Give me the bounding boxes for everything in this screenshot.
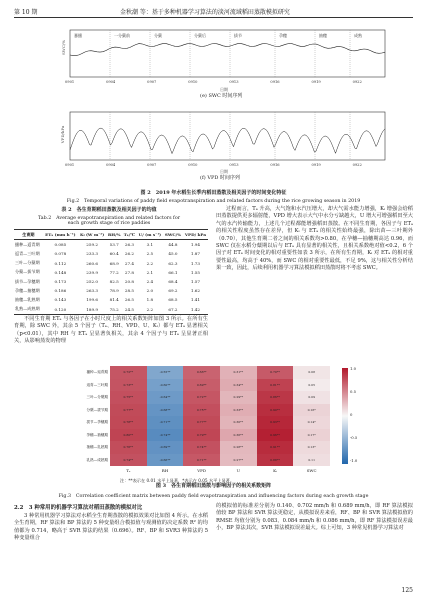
table-cell: 67.2 <box>163 305 183 315</box>
heatmap-row-label: 播种—返青期 <box>86 370 108 374</box>
heatmap-cell: 0.29** <box>220 391 257 404</box>
table-cell: 45.0 <box>168 251 178 257</box>
table-cell: 28.5 <box>124 288 134 294</box>
table-cell: 0.078 <box>54 251 67 257</box>
heatmap-row-label: 抽穗—乳熟期 <box>86 445 108 449</box>
colorbar-tick-label: 0.5 <box>350 389 357 394</box>
heatmap-cell: 0.75** <box>183 404 220 417</box>
vpd-ylabel: VPD/kPa <box>60 125 66 144</box>
x-tick-label: 0913 <box>229 163 239 167</box>
heatmap-cell: 0.74** <box>183 441 220 454</box>
table-cell: 27.8 <box>124 269 134 275</box>
x-tick-label: 0904 <box>106 163 116 167</box>
table-cell: 75.2 <box>106 305 122 315</box>
table-cell: 0.186 <box>54 288 67 294</box>
table-cell: 81.4 <box>109 297 119 303</box>
stage-label: 孕穗 <box>279 33 287 38</box>
heatmap-cell: 0.80** <box>110 429 147 442</box>
table-2-caption-cn: 表 2 各生育期稻田蒸散及相关因子的均值 <box>61 207 157 213</box>
x-axis-ticks-f <box>65 163 362 167</box>
swc-ylabel: SWC/% <box>61 39 67 56</box>
table-cell: 26.2 <box>124 251 134 257</box>
section-right-column <box>216 503 413 533</box>
x-tick-label: 0907 <box>147 163 157 167</box>
heatmap-cell: 0.66** <box>183 366 220 379</box>
table-cell: 260.6 <box>86 260 98 266</box>
table-cell: 2.2 <box>137 305 163 315</box>
heatmap-col-label: Tₐ <box>126 468 131 473</box>
heatmap-row-label: 孕穗—抽穗期 <box>86 432 108 437</box>
x-tick-label: 0904 <box>106 80 116 84</box>
table-cell: 24.5 <box>122 305 136 315</box>
heatmap-cell: 0.11 <box>293 454 330 467</box>
table-cell: 252.0 <box>86 279 98 285</box>
table-header-cell: VPD/ kPa <box>183 230 208 240</box>
journal-issue: 第 10 期 <box>14 9 38 16</box>
table-row <box>14 277 208 286</box>
heatmap-col-label: RH <box>161 468 169 473</box>
section-left-column <box>14 513 208 543</box>
heatmap-cell: 0.77** <box>110 404 147 417</box>
table-body <box>14 240 208 315</box>
table-row <box>14 240 208 250</box>
table-cell: 78.9 <box>109 288 119 294</box>
table-2-caption-en-2: each growth stage of rice paddies <box>67 221 151 226</box>
table-cell: 263.3 <box>86 288 98 294</box>
heatmap-cell: 0.77** <box>183 416 220 429</box>
table-cell: 2.0 <box>146 288 154 294</box>
running-title: 金秋潮 等：基于多种机器学习算法的淡河流域稻田蒸散模拟研究 <box>120 9 290 16</box>
heatmap-cell: 0.33** <box>220 404 257 417</box>
table-header-cell: RH/% <box>106 230 122 240</box>
heatmap-cell: 0.69** <box>183 379 220 392</box>
correlation-heatmap <box>110 366 330 466</box>
vpd-series-line <box>70 128 385 153</box>
stage-label: 暴播 <box>74 33 82 38</box>
section-right-text: 的模拟值的标准差分别为 0.140、0.702 mm/h 和 0.689 mm/h，即 RF 算法模拟值较 BP 算法和 SVR 算法更稳定，从模拟误差来看，RF、BP 和 SVR 算法模拟值的 RMSE 均值分别为 0.083、0.084 mm/h 和 0.086 mm/h，即 RF 算法模拟误差最小，BP 算法其次，SVR 算法模拟误差最大。综上可知，3 种常见机器学习算法对 <box>216 503 413 532</box>
x-tick-label: 0901 <box>65 80 75 84</box>
heatmap-cell: 0.13* <box>293 441 330 454</box>
table-cell: 0.112 <box>54 260 67 266</box>
table-cell: 0.173 <box>54 279 67 285</box>
left-paragraph-text: 不同生育期 ETₐ 与各因子在小时尺度上的相关系数矩阵如图 3 所示。在所有生育期，除 SWC 外，其余 5 个因子（Tₐ、RH、VPD、U、Kᵢ）都与 ETₐ 显著相关（p<0.01），其中 RH 与 ETₐ 呈显著负相关，其余 4 个因子与 ETₐ 呈显著正相关，从影响蒸发的物理 <box>14 316 208 345</box>
table-cell: 233.3 <box>86 251 98 257</box>
x-tick-label: 0916 <box>270 163 280 167</box>
table-cell: 189.9 <box>78 305 106 315</box>
colorbar-tick-label: -1.0 <box>350 458 358 463</box>
heatmap-cell: 0.17* <box>293 429 330 442</box>
table-cell: 抽穗—乳熟期 <box>15 296 40 302</box>
table-cell: 68.5 <box>168 297 178 303</box>
figure-2-caption-en: Fig.2 Temporal variations of paddy field evapotranspiration and related factors during the rice growing season in 2019 <box>66 199 361 204</box>
heatmap-cell: 0.14* <box>293 416 330 429</box>
table-cell: 1.62 <box>190 288 200 294</box>
x-tick-label: 0922 <box>352 80 362 84</box>
heatmap-cell: 0.81** <box>257 379 294 392</box>
section-left-text: 3 种常用机器学习算法对水稻全生育期蒸散的模拟效果对比如图 4 所示。在水稻全生育期，RF 算法和 BP 算法的 5 种变量组合模拟值与观测值的决定系数 R² 的均值都为 0.714，略高于 SVR 算法的结果（0.696）。RF、BP 和 SVR3 种算法的 5 种变量组合 <box>14 513 208 542</box>
table-row <box>14 295 208 304</box>
table-cell: 1.73 <box>190 260 200 266</box>
table-2 <box>14 229 208 315</box>
table-cell: 播种—返青期 <box>15 241 40 247</box>
heatmap-cell: -0.64** <box>147 391 184 404</box>
table-cell: 20.8 <box>124 279 134 285</box>
table-header-cell: Tₐ/℃ <box>122 230 136 240</box>
table-cell: 77.2 <box>109 269 119 275</box>
table-row <box>14 286 208 295</box>
heatmap-row-label: 三叶—分蘖期 <box>86 395 108 399</box>
table-cell: 1.87 <box>190 251 200 257</box>
figure-2-caption-cn: 图 2 2019 年水稻生长季内稻田蒸散及相关因子的时间变化特征 <box>140 190 287 196</box>
heatmap-cell: 0.31** <box>220 366 257 379</box>
heatmap-cell: 0.71** <box>183 454 220 467</box>
table-cell: 0.143 <box>54 297 67 303</box>
colorbar-ticks <box>350 366 370 466</box>
heatmap-cell: -0.71** <box>147 416 184 429</box>
table-cell: 68.4 <box>168 279 178 285</box>
x-axis-label-e: 日期 <box>220 87 228 92</box>
colorbar-tick-label: 1.0 <box>350 366 357 371</box>
x-tick-label: 0901 <box>65 163 75 167</box>
heatmap-cell: 0.16* <box>293 404 330 417</box>
table-row <box>14 259 208 268</box>
heatmap-col-label: U <box>236 468 241 473</box>
figure-3-caption-cn: 图 3 各生育期稻田蒸散与影响因子的相关系数矩阵 <box>155 483 272 489</box>
heatmap-cell: 0.34** <box>220 379 257 392</box>
table-cell: 分蘖—拔节期 <box>15 269 40 275</box>
heatmap-cell: 0.28** <box>220 441 257 454</box>
table-cell: 孕穗—抽穗期 <box>15 287 40 293</box>
table-row <box>14 305 208 315</box>
left-paragraph <box>14 316 208 346</box>
x-tick-label: 0916 <box>270 80 280 84</box>
stage-label: 分蘖 <box>154 33 162 38</box>
x-tick-label: 0910 <box>188 163 198 167</box>
figure-2-plots <box>60 20 390 188</box>
table-cell: 44.8 <box>168 242 178 248</box>
panel-e-caption: (e) SWC 时间序列 <box>200 93 243 99</box>
heatmap-cell: -0.60** <box>147 379 184 392</box>
heatmap-cell: 0.93** <box>257 416 294 429</box>
figure-3-note: 注：**表示在 0.01 水平上显著，*表示在 0.05 水平上显著。 <box>120 478 235 483</box>
heatmap-row-label: 返青—三叶期 <box>86 382 108 387</box>
heatmap-cell: 0.75** <box>110 391 147 404</box>
table-cell: 3.1 <box>146 242 154 248</box>
figure-3 <box>60 364 380 489</box>
heatmap-cell: -0.69** <box>147 441 184 454</box>
colorbar-tick-label: 0 <box>350 412 353 417</box>
page-number: 125 <box>401 587 413 594</box>
x-tick-label: 0919 <box>311 80 321 84</box>
stage-label: 拔节 <box>234 33 242 38</box>
heatmap-row-label: 分蘖—拔节期 <box>86 407 108 412</box>
table-cell: 1.41 <box>190 297 200 303</box>
stage-label: 抽穗 <box>319 33 327 38</box>
heatmap-col-labels <box>110 468 330 474</box>
table-cell: 1.42 <box>183 305 208 315</box>
table-cell: 239.9 <box>86 269 98 275</box>
table-header-cell: U/ (m s⁻¹) <box>137 230 163 240</box>
right-paragraph <box>216 206 413 273</box>
heatmap-row-label: 乳熟—成熟期 <box>86 457 108 462</box>
panel-f-caption: (f) VPD 时间序列 <box>200 175 240 181</box>
heatmap-cell: 0.70** <box>257 366 294 379</box>
table-cell: 60.4 <box>109 251 119 257</box>
table-2-caption-en-1: Tab.2 Average evapotranspiration and related factors for <box>37 216 181 221</box>
table-cell: 0.120 <box>43 305 78 315</box>
table-cell: 1.94 <box>190 242 200 248</box>
table-row <box>14 268 208 277</box>
x-tick-label: 0913 <box>229 80 239 84</box>
table-cell: 乳熟—成熟期 <box>14 305 43 315</box>
heatmap-cell: 0.76** <box>110 441 147 454</box>
table-cell: 2.1 <box>146 269 154 275</box>
heatmap-col-label: VPD <box>197 468 207 473</box>
x-tick-label: 0922 <box>352 163 362 167</box>
table-cell: 82.5 <box>109 279 119 285</box>
vpd-plot-frame <box>70 112 385 160</box>
table-cell: 1.57 <box>190 279 200 285</box>
table-cell: 27.4 <box>124 260 134 266</box>
heatmap-cell: 0.88** <box>257 454 294 467</box>
table-cell: 2.2 <box>146 260 154 266</box>
table-cell: 2.5 <box>146 251 154 257</box>
heatmap-cell: 0.27** <box>220 454 257 467</box>
heatmap-cell: -0.55** <box>147 366 184 379</box>
heatmap-cell: -0.74** <box>147 429 184 442</box>
heatmap-row-label: 拔节—孕穗期 <box>86 420 108 424</box>
x-tick-label: 0919 <box>311 163 321 167</box>
heatmap-cell: -0.68** <box>147 404 184 417</box>
table-cell: 2.4 <box>146 279 154 285</box>
heatmap-cell: 0.08 <box>293 366 330 379</box>
heatmap-cell: 0.05 <box>293 379 330 392</box>
table-cell: 1.8 <box>146 297 154 303</box>
heatmap-cell: 0.90** <box>257 404 294 417</box>
right-paragraph-text: 过程而言，Tₐ 升高，大气饱和水汽压增大，却大气需水能力增强，Kᵢ 增强会给稻田蒸散提供更多辐射能，VPD 增大表示大气中水分亏缺越大，U 增大可增强稻田至大气的水汽传输能力，上述几个过程都能增强稻田蒸散。在不同生育期，各因子与 ETₐ 的相关性程度虽然存在差异，但 Kᵢ 与 ETₐ 的相关性始终最强，除出苗—三叶期外（0.70），其他生育期二者之间的相关系数均>0.80，在孕穗—抽穗期高达 0.96，而 SWC 仅在水稻分蘖期以后与 ETₐ 具有显著的相关性，且相关系数绝对值<0.2，6 个因子对 ETₐ 时间变化的相对重要性如表 3 所示，在所有生育期，Kᵢ 对 ETₐ 的相对重要性最高，均高于 40%，而 SWC 的相对重要性最低，不足 9%，这与相关性分析结果一致，因此，后续利用机器学习算法模拟稻田蒸散时将不考虑 SWC。 <box>216 206 413 272</box>
table-cell: 三叶—分蘖期 <box>15 260 40 266</box>
heatmap-cell: 0.30** <box>220 416 257 429</box>
table-cell: 26.3 <box>124 242 134 248</box>
heatmap-cell: 0.72** <box>183 391 220 404</box>
section-heading: 2.2 3 种常用的机器学习算法对稻田蒸散的模拟对比 <box>14 505 143 511</box>
table-cell: 0.148 <box>54 269 67 275</box>
x-tick-label: 0907 <box>147 80 157 84</box>
heatmap-cell: 0.78** <box>110 416 147 429</box>
heatmap-row-labels <box>60 366 108 466</box>
x-axis-ticks-e <box>65 80 362 84</box>
table-cell: 62.3 <box>168 260 178 266</box>
table-cell: 0.085 <box>54 242 67 248</box>
table-cell: 68.9 <box>109 260 119 266</box>
heatmap-cell: 0.91** <box>257 441 294 454</box>
table-cell: 拔节—孕穗期 <box>15 278 40 284</box>
figure-3-caption-en: Fig.3 Correlation coefficient matrix between paddy field evapotranspiration and influencing factors during each growth stage <box>58 494 369 499</box>
stage-label: 一分蘖前 <box>114 33 130 38</box>
table-row <box>14 249 208 258</box>
table-header-cell: Kᵢ (W m⁻²) <box>78 230 106 240</box>
table-cell: 1.55 <box>190 269 200 275</box>
heatmap-col-label: SWC <box>306 468 317 473</box>
heatmap-cell: -0.66** <box>147 454 184 467</box>
colorbar-tick-label: -0.5 <box>350 435 358 440</box>
heatmap-cell: 0.86** <box>257 391 294 404</box>
swc-series-line <box>70 44 385 56</box>
table-header-cell: 生育期 <box>14 230 43 240</box>
table-header-cell: ETₐ (mm h⁻¹) <box>43 230 78 240</box>
table-cell: 26.5 <box>124 297 134 303</box>
table-cell: 69.2 <box>168 288 178 294</box>
stage-label: 成熟 <box>354 33 362 38</box>
table-cell: 53.7 <box>109 242 119 248</box>
table-cell: 259.2 <box>86 242 98 248</box>
x-tick-label: 0910 <box>188 80 198 84</box>
stage-labels <box>74 32 363 38</box>
heatmap-col-label: Kᵢ <box>273 468 277 473</box>
heatmap-cell: 0.09 <box>293 391 330 404</box>
heatmap-cell: 0.96** <box>257 429 294 442</box>
table-cell: 66.1 <box>168 269 178 275</box>
heatmap-cell: 0.74** <box>110 454 147 467</box>
heatmap-cell: 0.36** <box>220 429 257 442</box>
table-header-row <box>14 230 208 240</box>
header-rule <box>14 17 413 18</box>
table-cell: 199.6 <box>86 297 98 303</box>
heatmap-cell: 0.79** <box>183 429 220 442</box>
heatmap-cell: 0.72** <box>110 366 147 379</box>
colorbar <box>342 368 348 464</box>
table-header-cell: SWC/% <box>163 230 183 240</box>
figure-2 <box>60 20 390 188</box>
x-axis-label-f: 日期 <box>220 169 228 174</box>
heatmap-cell: 0.73** <box>110 379 147 392</box>
stage-label: 分蘖后 <box>194 33 206 38</box>
table-cell: 返青—三叶期 <box>15 250 40 256</box>
